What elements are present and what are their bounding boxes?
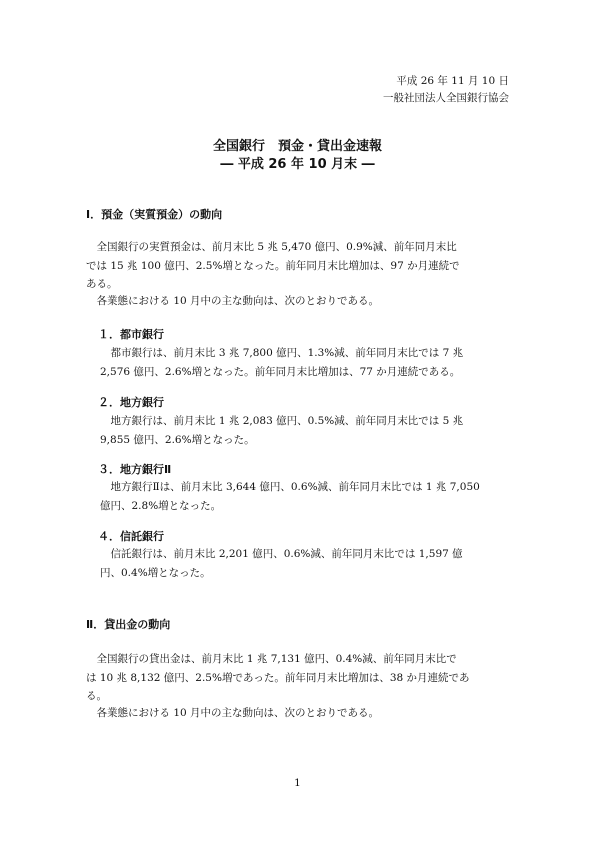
subsection-text: 地方銀行は、前月末比 1 兆 2,083 億円、0.5%減、前年同月末比では 5 兆 9,855 億円、2.6%増となった。 (100, 415, 464, 446)
subsection-heading: ３．地方銀行Ⅱ (98, 463, 172, 476)
report-title: 全国銀行 預金・貸出金速報 (212, 139, 382, 154)
section1-heading: Ⅰ．預金（実質預金）の動向 (86, 208, 223, 221)
subsection-heading: ４．信託銀行 (98, 530, 164, 543)
section1-summary: 全国銀行の実質預金は、前月末比 5 兆 5,470 億円、0.9%減、前年同月末比 では 15 兆 100 億円、2.5%増となった。前年同月末比増加は、97 か月連続で ある。 (86, 241, 460, 290)
section2-intro: 各業態における 10 月中の主な動向は、次のとおりである。 (86, 707, 380, 719)
organization-name: 一般社団法人全国銀行協会 (383, 92, 509, 104)
subsection-heading: ２．地方銀行 (98, 396, 164, 409)
subsection-text: 地方銀行Ⅱは、前月末比 3,644 億円、0.6%減、前年同月末比では 1 兆 7,050 億円、2.8%増となった。 (100, 481, 480, 512)
report-subtitle: ― 平成 26 年 10 月末 ― (220, 157, 375, 172)
section1-intro: 各業態における 10 月中の主な動向は、次のとおりである。 (86, 295, 380, 307)
page-number: 1 (294, 777, 301, 789)
section2-heading: Ⅱ．貸出金の動向 (86, 618, 171, 631)
subsection-text: 信託銀行は、前月末比 2,201 億円、0.6%減、前年同月末比では 1,597 億 円、0.4%増となった。 (100, 548, 463, 579)
subsection-text: 都市銀行は、前月末比 3 兆 7,800 億円、1.3%減、前年同月末比では 7 兆 2,576 億円、2.6%増となった。前年同月末比増加は、77 か月連続である。 (100, 347, 464, 378)
report-date: 平成 26 年 11 月 10 日 (396, 75, 509, 87)
subsection-heading: １．都市銀行 (98, 328, 164, 341)
section2-summary: 全国銀行の貸出金は、前月末比 1 兆 7,131 億円、0.4%減、前年同月末比で は 10 兆 8,132 億円、2.5%増であった。前年同月末比増加は、38 か月連続であ る。 (86, 653, 470, 702)
